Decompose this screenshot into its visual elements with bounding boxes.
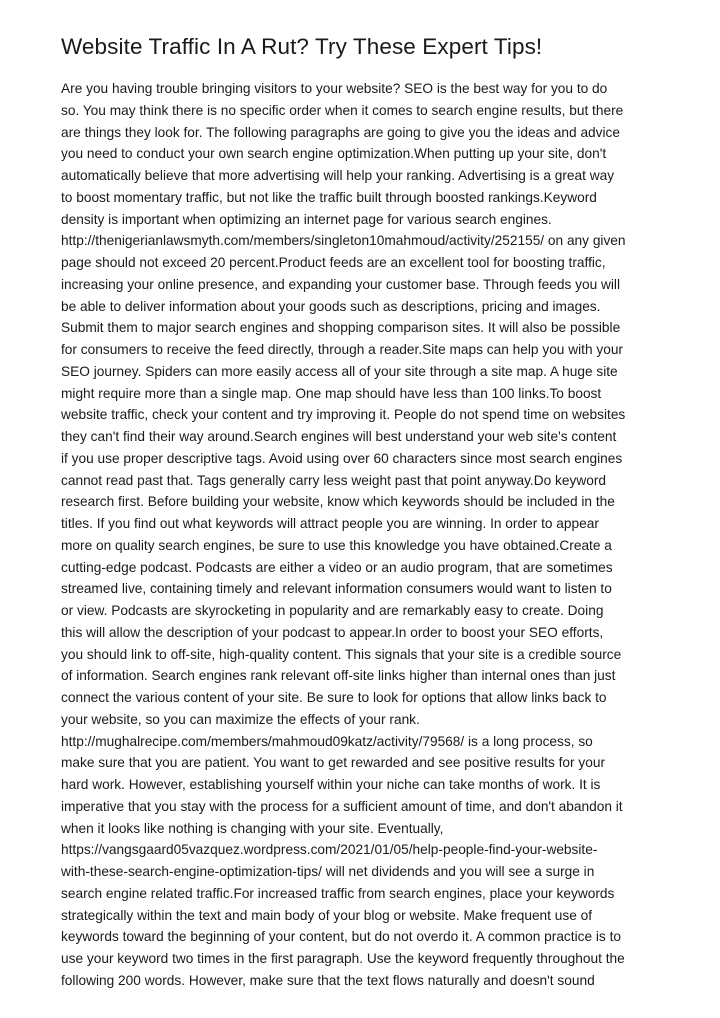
body-line: when it looks like nothing is changing with your site. Eventually, bbox=[61, 820, 444, 836]
body-line: increasing your online presence, and expanding your customer base. Through feeds you will bbox=[61, 276, 620, 292]
body-line-link: https://vangsgaard05vazquez.wordpress.com/2021/01/05/help-people-find-your-website- bbox=[61, 842, 598, 858]
body-line: you should link to off-site, high-quality content. This signals that your site is a credible source bbox=[61, 646, 622, 662]
body-line: streamed live, containing timely and relevant information consumers would want to listen to bbox=[61, 581, 612, 597]
body-line: Submit them to major search engines and shopping comparison sites. It will also be possible bbox=[61, 320, 621, 336]
body-line: density is important when optimizing an internet page for various search engines. bbox=[61, 211, 552, 227]
body-line: or view. Podcasts are skyrocketing in popularity and are remarkably easy to create. Doing bbox=[61, 603, 604, 618]
body-line: connect the various content of your site. Be sure to look for options that allow links back to bbox=[61, 690, 607, 705]
page-title: Website Traffic In A Rut? Try These Expert Tips! bbox=[61, 34, 543, 59]
body-line: of information. Search engines rank relevant off-site links higher than internal ones than just bbox=[61, 668, 616, 684]
body-line: hard work. However, establishing yourself within your niche can take months of work. It is bbox=[61, 777, 601, 792]
body-line: cannot read past that. Tags generally carry less weight past that point anyway.Do keyword bbox=[61, 472, 607, 488]
body-line: to boost momentary traffic, but not like the traffic built through boosted rankings.Keyword bbox=[61, 189, 597, 205]
body-line: page should not exceed 20 percent.Product feeds are an excellent tool for boosting traffic, bbox=[61, 255, 606, 270]
body-line: search engine related traffic.For increased traffic from search engines, place your keywords bbox=[61, 885, 615, 901]
body-line: SEO journey. Spiders can more easily access all of your site through a site map. A huge site bbox=[61, 363, 618, 379]
body-line: your website, so you can maximize the effects of your rank. bbox=[61, 711, 420, 727]
body-line: use your keyword two times in the first paragraph. Use the keyword frequently throughout the bbox=[61, 951, 625, 966]
body-line: research first. Before building your website, know which keywords should be included in the bbox=[61, 494, 615, 510]
body-line: automatically believe that more advertising will help your ranking. Advertising is a great way bbox=[61, 168, 615, 183]
body-line-link: http://mughalrecipe.com/members/mahmoud09katz/activity/79568/ is a long process, so bbox=[61, 733, 593, 749]
body-line: so. You may think there is no specific order when it comes to search engine results, but there bbox=[61, 102, 624, 118]
article-body bbox=[61, 78, 661, 992]
body-line: imperative that you stay with the process for a sufficient amount of time, and don't abandon it bbox=[61, 798, 623, 814]
body-line: keywords toward the beginning of your content, but do not overdo it. A common practice is to bbox=[61, 929, 621, 945]
body-line: this will allow the description of your podcast to appear.In order to boost your SEO efforts, bbox=[61, 624, 604, 640]
body-line: for consumers to receive the feed directly, through a reader.Site maps can help you with your bbox=[61, 342, 623, 357]
body-line: titles. If you find out what keywords will attract people you are winning. In order to appear bbox=[61, 516, 599, 531]
body-line: Are you having trouble bringing visitors to your website? SEO is the best way for you to do bbox=[61, 81, 608, 96]
body-line: cutting-edge podcast. Podcasts are either a video or an audio program, that are sometimes bbox=[61, 559, 613, 575]
body-line: might require more than a single map. One map should have less than 100 links.To boost bbox=[61, 385, 602, 401]
body-line-link: http://thenigerianlawsmyth.com/members/singleton10mahmoud/activity/252155/ on any given bbox=[61, 233, 626, 249]
body-line: with-these-search-engine-optimization-tips/ will net dividends and you will see a surge in bbox=[61, 864, 595, 879]
body-line: if you use proper descriptive tags. Avoid using over 60 characters since most search engines bbox=[61, 450, 623, 466]
body-line: following 200 words. However, make sure that the text flows naturally and doesn't sound bbox=[61, 972, 595, 988]
body-line: you need to conduct your own search engine optimization.When putting up your site, don't bbox=[61, 146, 607, 162]
body-line: strategically within the text and main body of your blog or website. Make frequent use of bbox=[61, 907, 593, 923]
body-line: website traffic, check your content and try improving it. People do not spend time on websites bbox=[61, 407, 626, 423]
body-line: are things they look for. The following paragraphs are going to give you the ideas and advice bbox=[61, 124, 621, 140]
body-line: be able to deliver information about your goods such as descriptions, pricing and images. bbox=[61, 298, 601, 314]
body-line: make sure that you are patient. You want to get rewarded and see positive results for your bbox=[61, 755, 606, 771]
body-line: more on quality search engines, be sure to use this knowledge you have obtained.Create a bbox=[61, 537, 612, 553]
body-line: they can't find their way around.Search engines will best understand your web site's content bbox=[61, 429, 617, 444]
